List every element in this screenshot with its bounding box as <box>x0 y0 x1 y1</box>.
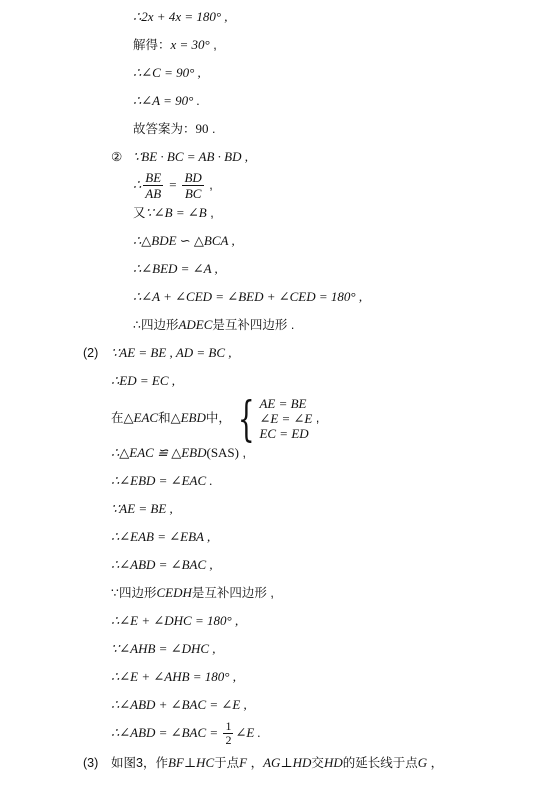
step-angle-bed: ∴∠BED = ∠A , <box>133 261 218 276</box>
quadrilateral-name: ADEC <box>178 317 213 332</box>
punct: , <box>205 178 213 192</box>
step-angle-sum: ∴∠A + ∠CED = ∠BED + ∠CED = 180° , <box>133 289 363 304</box>
step-angle-ebd: ∴∠EBD = ∠EAC . <box>111 473 213 488</box>
text-segment: 的延长线于点 <box>342 756 418 770</box>
point-g: G <box>417 755 428 770</box>
punct: , <box>312 411 320 425</box>
step-ratio <box>133 168 213 202</box>
step-angle-abd: ∴∠ABD = ∠BAC , <box>111 557 213 572</box>
fraction-denominator: BC <box>184 186 202 202</box>
punct: ， <box>427 756 444 770</box>
answer-line <box>133 121 215 137</box>
triangle-ebd: △EBD <box>170 410 206 425</box>
text-segment: 于点 <box>214 756 240 770</box>
step-half-angle <box>111 716 261 750</box>
triangle-eac: △EAC <box>123 410 159 425</box>
step-angle-e-dhc: ∴∠E + ∠DHC = 180° , <box>111 613 239 628</box>
step-angle-a: ∴∠A = 90° . <box>133 93 200 108</box>
also-label: 又 <box>133 206 146 220</box>
left-brace-icon: { <box>237 390 255 447</box>
part-3-construction <box>111 755 443 771</box>
solve-result: x = 30° <box>170 37 210 52</box>
conclusion-suffix: 是互补四边形 . <box>212 318 295 332</box>
point-f: F <box>239 755 248 770</box>
step-solve-x <box>133 37 217 53</box>
part-3-number: (3) <box>83 756 99 770</box>
answer-value: 90 <box>195 121 209 136</box>
quadrilateral-name: CEDH <box>156 585 192 600</box>
answer-label: 故答案为： <box>133 122 196 136</box>
conclusion-suffix: 是互补四边形 , <box>191 586 274 600</box>
congruence-statement: ∴△EAC ≌ △EBD <box>111 445 207 460</box>
part-2-label: ② <box>111 150 123 164</box>
fraction-numerator: 1 <box>225 719 232 734</box>
system-row: EC = ED <box>259 426 309 442</box>
step-given-equal: ∵AE = BE , AD = BC , <box>111 345 232 360</box>
perp-bf-hc: BF⊥HC <box>167 755 215 770</box>
system-row: ∠E = ∠E <box>259 411 313 427</box>
step-vertical-angles: ∵∠AHB = ∠DHC , <box>111 641 216 656</box>
punct: , <box>239 446 246 460</box>
fraction-bd-bc <box>182 170 203 201</box>
step-product-equation: ∵BE · BC = AB · BD , <box>133 149 249 164</box>
system-rows <box>259 396 312 441</box>
because-prefix: ∵四边形 <box>111 586 157 600</box>
conclusion-prefix: ∴四边形 <box>133 318 179 332</box>
fraction-be-ab <box>143 170 163 201</box>
step-angle-c: ∴∠C = 90° , <box>133 65 201 80</box>
step-sum-equation: ∴2x + 4x = 180° , <box>133 9 228 24</box>
step-cedh <box>111 585 274 601</box>
step-conclusion-adec <box>133 317 294 333</box>
and-label: 和 <box>158 411 171 425</box>
text-segment: 如图3，作 <box>111 756 168 770</box>
fraction-denominator: AB <box>145 186 162 202</box>
punct: , <box>206 206 214 220</box>
sas-label: (SAS) <box>206 445 239 460</box>
system-row: AE = BE <box>259 396 307 412</box>
fraction-numerator: BD <box>184 170 202 186</box>
in-label: 在 <box>111 411 124 425</box>
fraction-denominator: 2 <box>225 733 232 748</box>
angle-b-equation: ∵∠B = ∠B <box>145 205 207 220</box>
step-common-angle <box>133 205 214 221</box>
solve-label: 解得： <box>133 38 171 52</box>
step-similar-triangles: ∴△BDE ∽ △BCA , <box>133 233 235 248</box>
fraction-one-half <box>223 720 233 747</box>
part-2-number: (2) <box>83 346 99 360</box>
therefore-symbol: ∴ <box>133 177 142 192</box>
segment-hd: HD <box>323 755 343 770</box>
fraction-numerator: BE <box>145 170 162 186</box>
equation-left: ∴∠ABD = ∠BAC = <box>111 725 222 740</box>
equation-system <box>231 390 313 447</box>
equation-right: ∠E . <box>235 725 261 740</box>
text-segment: 交 <box>311 756 324 770</box>
step-ed-ec: ∴ED = EC , <box>111 373 175 388</box>
middle-label: 中， <box>205 411 231 425</box>
step-angle-e-ahb: ∴∠E + ∠AHB = 180° , <box>111 669 237 684</box>
step-congruence-setup <box>111 390 320 447</box>
punct: . <box>208 122 216 136</box>
step-sum-abd-bac: ∴∠ABD + ∠BAC = ∠E , <box>111 697 247 712</box>
step-ae-be: ∵AE = BE , <box>111 501 173 516</box>
step-angle-eab: ∴∠EAB = ∠EBA , <box>111 529 211 544</box>
punct: , <box>209 38 217 52</box>
perp-ag-hd: AG⊥HD <box>263 755 312 770</box>
punct: ， <box>247 756 264 770</box>
equals-sign: = <box>165 177 181 192</box>
step-congruent <box>111 445 246 461</box>
